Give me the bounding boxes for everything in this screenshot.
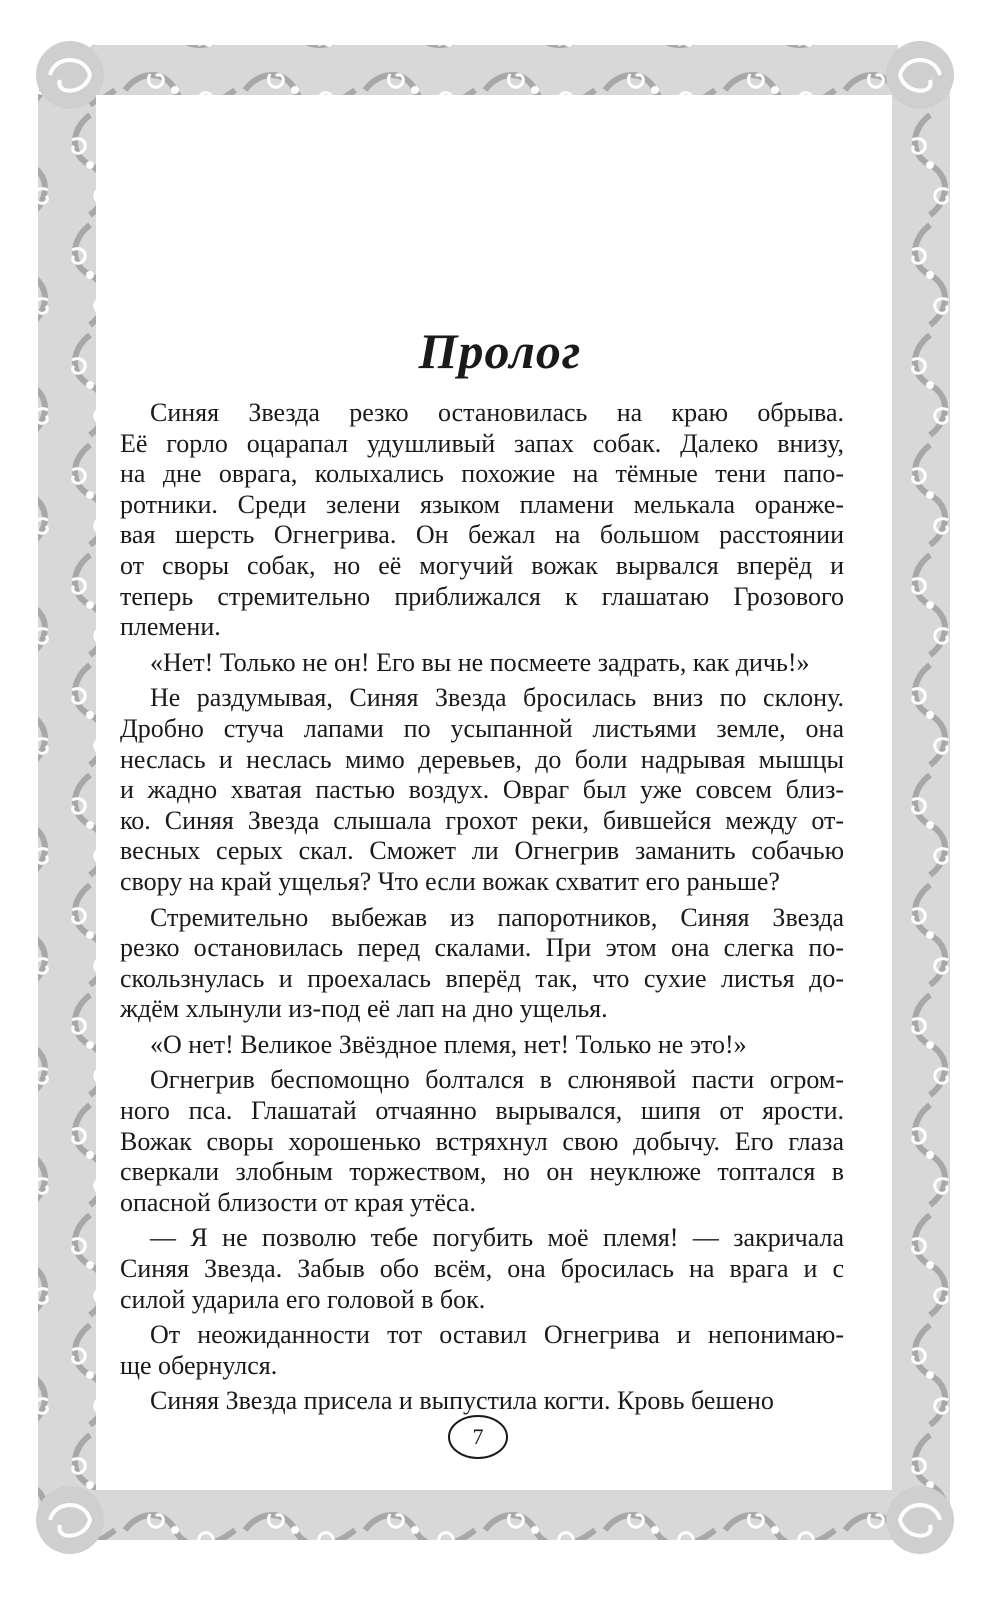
text-line: Синяя Звезда. Забыв обо всём, она бросилась на врага и с — [120, 1254, 844, 1284]
text-line: опасной близости от края утёса. — [120, 1187, 476, 1217]
text-line: Не раздумывая, Синяя Звезда бросилась вниз по склону. — [150, 683, 844, 713]
text-line: Дробно стуча лапами по усыпанной листьями земле, она — [120, 713, 844, 743]
paragraph — [120, 398, 844, 643]
text-line: — Я не позволю тебе погубить моё племя! — закричала — [150, 1223, 844, 1253]
text-line: Синяя Звезда присела и выпустила когти. Кровь бешено — [150, 1386, 774, 1416]
text-line: ще обернулся. — [120, 1350, 278, 1380]
prologue-text — [120, 398, 844, 1422]
text-line: резко остановилась перед скалами. При этом она слегка по- — [120, 933, 844, 963]
text-line: от своры собак, но её могучий вожак вырвался вперёд и — [120, 550, 844, 580]
text-line: неслась и неслась мимо деревьев, до боли надрывая мышцы — [120, 744, 844, 774]
text-line: «Нет! Только не он! Его вы не посмеете задрать, как дичь!» — [150, 647, 810, 677]
paragraph — [120, 683, 844, 897]
page-number-badge — [446, 1413, 510, 1461]
text-line: вая шерсть Огнегрива. Он бежал на большом расстоянии — [120, 520, 844, 550]
text-line: на дне оврага, колыхались похожие на тёмные тени папо- — [120, 459, 844, 489]
paragraph — [120, 648, 844, 679]
text-line: От неожиданности тот оставил Огнегрива и непонимаю- — [150, 1320, 844, 1350]
text-line: весных серых скал. Сможет ли Огнегрив заманить собачью — [120, 836, 844, 866]
text-line: сверкали злобным торжеством, но он неуклюже топтался в — [120, 1157, 844, 1187]
paragraph — [120, 903, 844, 1025]
paragraph — [120, 1320, 844, 1381]
text-line: племени. — [120, 612, 221, 642]
text-line: Огнегрив беспомощно болтался в слюнявой пасти огром- — [150, 1065, 844, 1095]
paragraph — [120, 1030, 844, 1061]
text-line: ротники. Среди зелени языком пламени мелькала оранже- — [120, 489, 844, 519]
text-line: Вожак своры хорошенько встряхнул свою добычу. Его глаза — [120, 1126, 844, 1156]
paragraph — [120, 1223, 844, 1315]
text-line: теперь стремительно приближался к глашатаю Грозового — [120, 581, 844, 611]
text-line: «О нет! Великое Звёздное племя, нет! Только не это!» — [150, 1029, 747, 1059]
text-line: скользнулась и проехалась вперёд так, что сухие листья до- — [120, 963, 844, 993]
text-line: силой ударила его головой в бок. — [120, 1284, 486, 1314]
text-line: Стремительно выбежав из папоротников, Синяя Звезда — [150, 902, 844, 932]
page-number: 7 — [472, 1424, 484, 1449]
text-line: ко. Синяя Звезда слышала грохот реки, бившейся между от- — [120, 805, 844, 835]
text-line: ждём хлынули из-под её лап на дно ущелья. — [120, 994, 608, 1024]
paragraph — [120, 1065, 844, 1218]
text-line: Её горло оцарапал удушливый запах собак. Далеко внизу, — [120, 428, 844, 458]
chapter-title: Пролог — [418, 323, 582, 379]
text-line: свору на край ущелья? Что если вожак схватит его раньше? — [120, 866, 780, 896]
text-line: ного пса. Глашатай отчаянно вырывался, шипя от ярости. — [120, 1096, 844, 1126]
text-line: и жадно хватая пастью воздух. Овраг был уже совсем близ- — [120, 775, 844, 805]
text-line: Синяя Звезда резко остановилась на краю обрыва. — [150, 398, 844, 427]
